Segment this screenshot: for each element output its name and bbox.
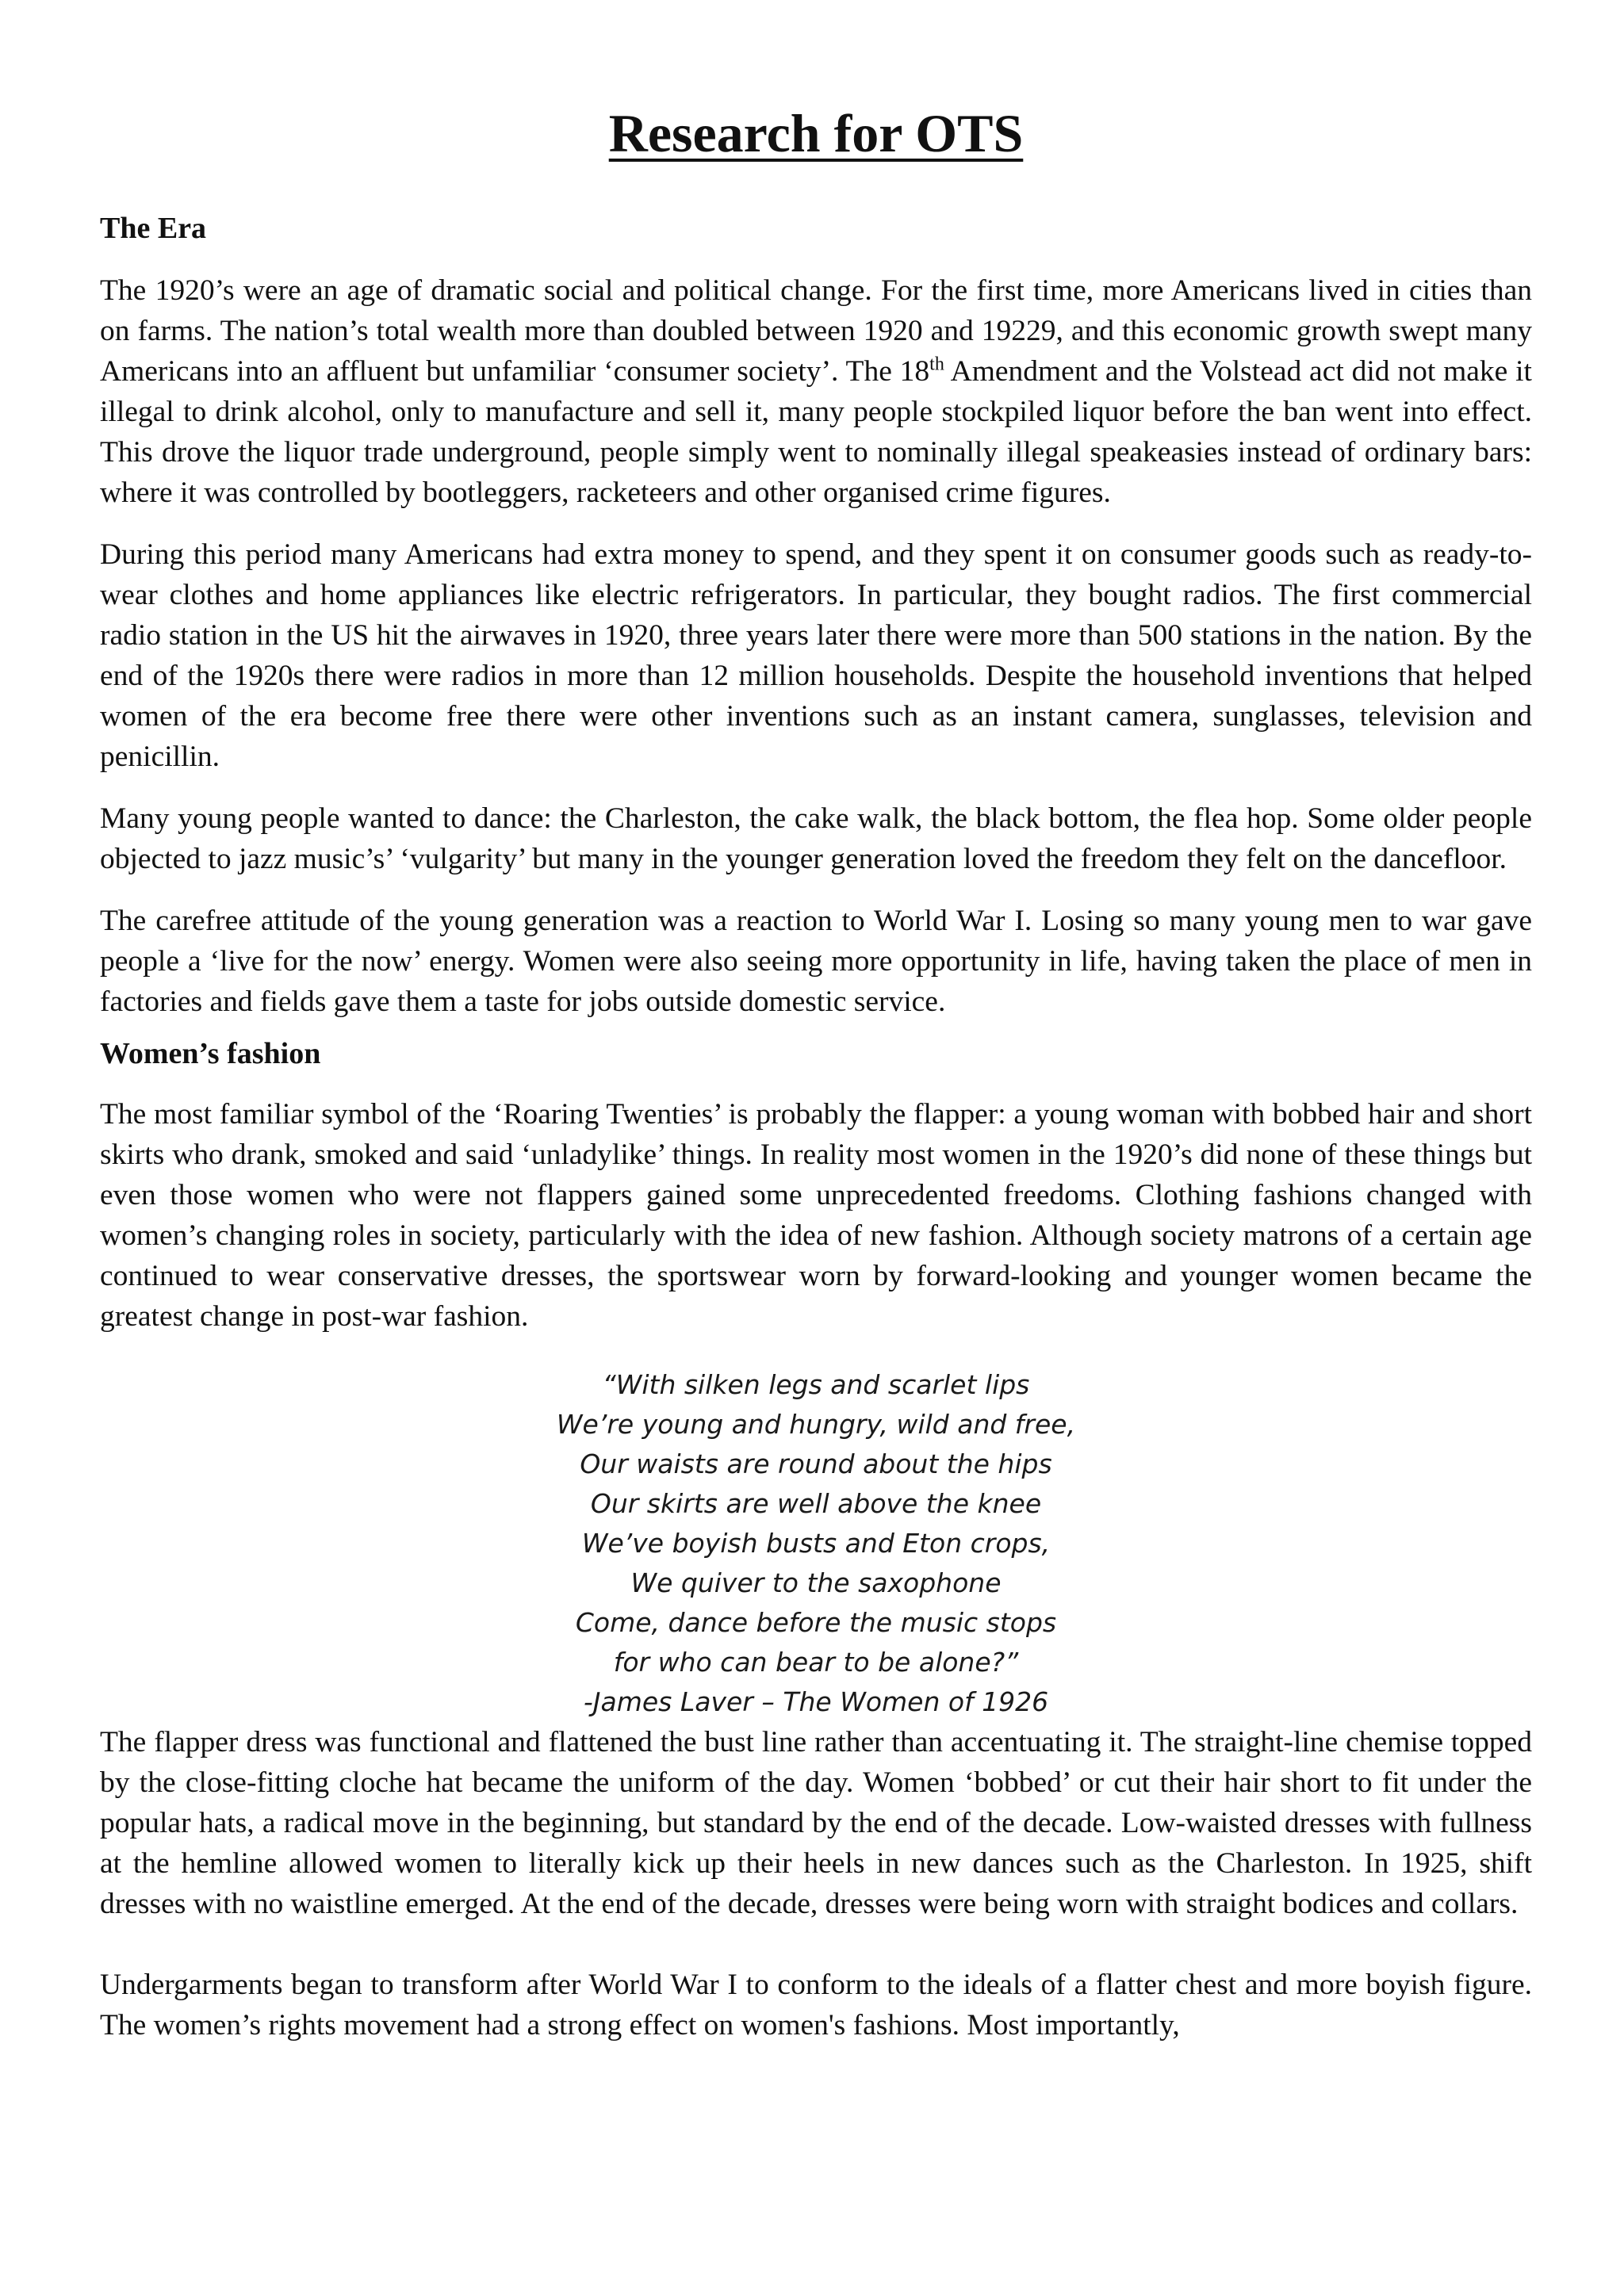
fashion-paragraph-2: The flapper dress was functional and flattened the bust line rather than accentuating it. The straight-line chemise topped by the close-fitting cloche hat became the uniform of the day. Women ‘bobbed’ or cut their hair short to fit under the popular hats, a radical move in the beginning, but standard by the end of the decade. Low-waisted dresses with fullness at the hemline allowed women to literally kick up their heels in new dances such as the Charleston. In 1925, shift dresses with no waistline emerged. At the end of the decade, dresses were being worn with straight bodices and collars. <box>100 1725 1532 1920</box>
fashion-paragraph-3: Undergarments began to transform after World War I to conform to the ideals of a flatter chest and more boyish figure. The women’s rights movement had a strong effect on women's fashions. Most importantly, <box>100 1968 1532 2042</box>
poem-line: We quiver to the saxophone <box>630 1567 1002 1598</box>
era-paragraph-1-text-cont: Amendment and the Volstead act did not make it illegal to drink alcohol, only to manufacture and sell it, many people stockpiled liquor before the ban went into effect. This drove the liquor trade underground, people simply went to nominally illegal speakeasies instead of ordinary bars: where it was controlled by bootleggers, racketeers and other organised crime figures. <box>100 355 1532 510</box>
poem-attribution: -James Laver – The Women of 1926 <box>583 1686 1049 1717</box>
poem-line: We’re young and hungry, wild and free, <box>556 1408 1076 1440</box>
era-paragraph-1-text: The 1920’s were an age of dramatic social and political change. For the first time, more Americans lived in cities than on farms. The nation’s total wealth more than doubled between 1920 and 19229, and this economic growth swept many Americans into an affluent but unfamiliar ‘consumer society’. The 18 <box>100 274 1532 388</box>
poem-line: for who can bear to be alone?” <box>613 1646 1019 1678</box>
ordinal-superscript: th <box>929 354 944 375</box>
poem-line: Our waists are round about the hips <box>580 1448 1052 1479</box>
era-paragraph-1 <box>100 270 1532 513</box>
section-heading-era: The Era <box>100 211 207 245</box>
poem-line: Our skirts are well above the knee <box>590 1487 1042 1519</box>
poem-line: “With silken legs and scarlet lips <box>602 1368 1030 1400</box>
era-paragraph-4: The carefree attitude of the young generation was a reaction to World War I. Losing so many young men to war gave people a ‘live for the now’ energy. Women were also seeing more opportunity in life, having taken the place of men in factories and fields gave them a taste for jobs outside domestic service. <box>100 905 1532 1019</box>
era-paragraph-2: During this period many Americans had extra money to spend, and they spent it on consumer goods such as ready-to-wear clothes and home appliances like electric refrigerators. In particular, they bought radios. The first commercial radio station in the US hit the airwaves in 1920, three years later there were more than 500 stations in the nation. By the end of the 1920s there were radios in more than 12 million households. Despite the household inventions that helped women of the era become free there were other inventions such as an instant camera, sunglasses, television and penicillin. <box>100 538 1532 774</box>
page-title: Research for OTS <box>608 103 1024 163</box>
section-heading-fashion: Women’s fashion <box>100 1037 321 1071</box>
era-paragraph-3: Many young people wanted to dance: the Charleston, the cake walk, the black bottom, the flea hop. Some older people objected to jazz music’s’ ‘vulgarity’ but many in the younger generation loved the freedom they felt on the dancefloor. <box>100 802 1532 876</box>
poem-line: We’ve boyish busts and Eton crops, <box>581 1527 1051 1559</box>
fashion-paragraph-1: The most familiar symbol of the ‘Roaring Twenties’ is probably the flapper: a young woman with bobbed hair and short skirts who drank, smoked and said ‘unladylike’ things. In reality most women in the 1920’s did none of these things but even those women who were not flappers gained some unprecedented freedoms. Clothing fashions changed with women’s changing roles in society, particularly with the idea of new fashion. Although society matrons of a certain age continued to wear conservative dresses, the sportswear worn by forward-looking and younger women became the greatest change in post-war fashion. <box>100 1097 1532 1333</box>
poem-quote <box>100 1365 1532 1722</box>
poem-line: Come, dance before the music stops <box>575 1606 1057 1638</box>
